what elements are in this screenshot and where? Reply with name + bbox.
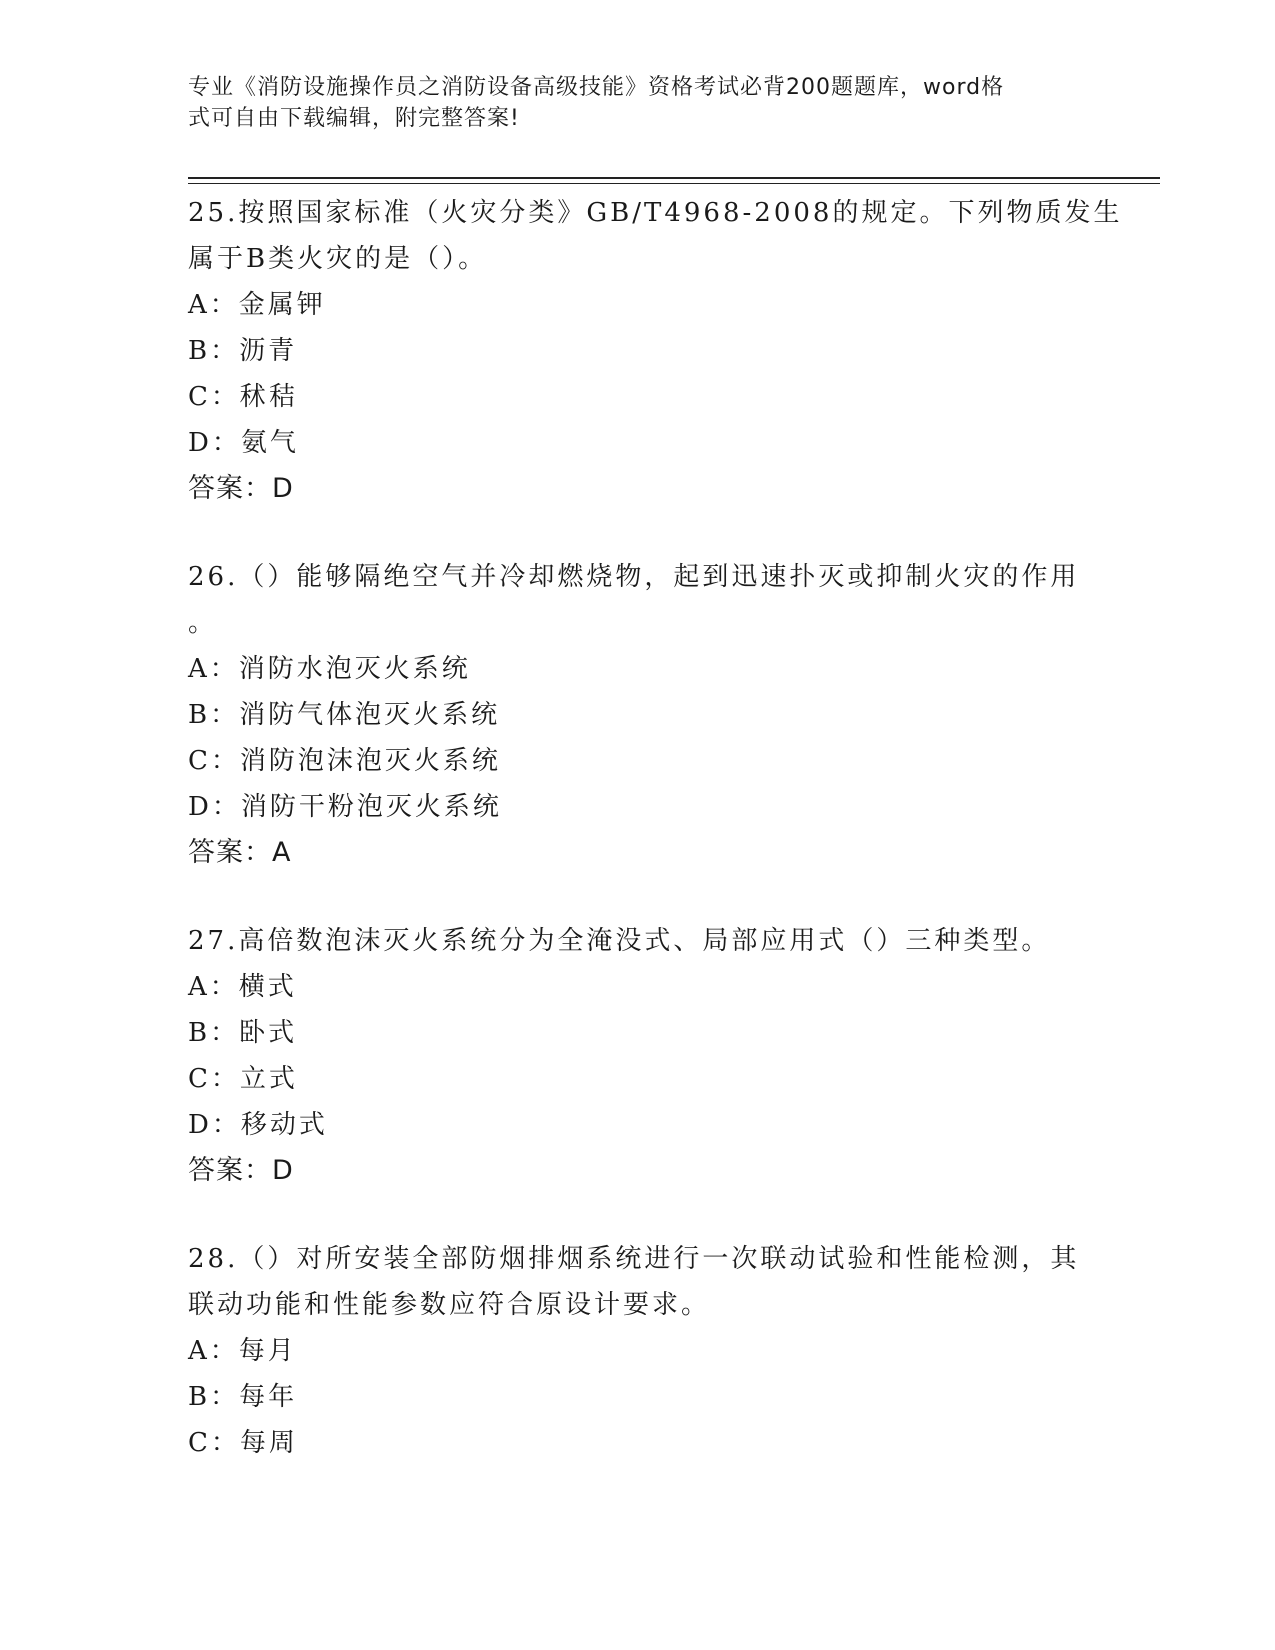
- question-stem: 。: [188, 608, 218, 638]
- option-b: B：沥青: [188, 336, 298, 366]
- question-stem: 26.（）能够隔绝空气并冷却燃烧物，起到迅速扑灭或抑制火灾的作用: [188, 562, 1080, 592]
- document-header: [188, 72, 1068, 134]
- question-stem: 25.按照国家标准（火灾分类》GB/T4968-2008的规定。下列物质发生: [188, 198, 1123, 228]
- option-b: B：卧式: [188, 1018, 298, 1048]
- question-28: [188, 1236, 1088, 1466]
- question-stem: 联动功能和性能参数应符合原设计要求。: [188, 1290, 711, 1320]
- option-c: C：秫秸: [188, 382, 298, 412]
- header-divider-thick: [188, 177, 1160, 179]
- option-c: C：每周: [188, 1428, 298, 1458]
- option-a: A：金属钾: [188, 290, 326, 320]
- answer: 答案：D: [188, 473, 294, 504]
- header-line-2: 式可自由下载编辑，附完整答案!: [188, 106, 520, 131]
- question-stem: 属于B类火灾的是（）。: [188, 244, 488, 274]
- option-b: B：每年: [188, 1382, 298, 1412]
- header-line-1: 专业《消防设施操作员之消防设备高级技能》资格考试必背200题题库，word格: [188, 75, 1005, 100]
- question-stem: 27.高倍数泡沫灭火系统分为全淹没式、局部应用式（）三种类型。: [188, 926, 1051, 956]
- option-d: D：消防干粉泡灭火系统: [188, 792, 502, 822]
- question-27: [188, 918, 1088, 1194]
- option-a: A：横式: [188, 972, 297, 1002]
- answer: 答案：D: [188, 1155, 294, 1186]
- option-c: C：消防泡沫泡灭火系统: [188, 746, 501, 776]
- header-divider-thin: [188, 183, 1160, 184]
- option-d: D：移动式: [188, 1110, 328, 1140]
- question-25: [188, 190, 1123, 512]
- question-stem: 28.（）对所安装全部防烟排烟系统进行一次联动试验和性能检测，其: [188, 1244, 1080, 1274]
- option-a: A：消防水泡灭火系统: [188, 654, 471, 684]
- answer: 答案：A: [188, 837, 292, 868]
- option-c: C：立式: [188, 1064, 298, 1094]
- option-a: A：每月: [188, 1336, 297, 1366]
- question-list: [188, 190, 1123, 1466]
- option-d: D：氨气: [188, 428, 299, 458]
- option-b: B：消防气体泡灭火系统: [188, 700, 501, 730]
- question-26: [188, 554, 1088, 876]
